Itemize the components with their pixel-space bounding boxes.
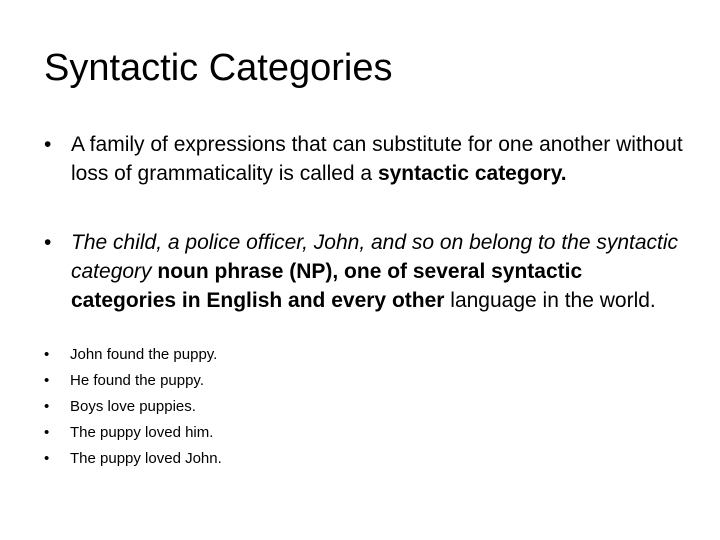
bullet-definition-text [71, 130, 684, 188]
np-plain-end: language in the world. [444, 289, 656, 312]
example-sentence: Boys love puppies. [70, 398, 196, 415]
bullet-icon: • [44, 133, 52, 156]
bullet-icon: • [44, 450, 50, 467]
list-item [44, 420, 444, 446]
slide-title: Syntactic Categories [44, 47, 393, 89]
example-sentence: He found the puppy. [70, 372, 204, 389]
bullet-np-text [71, 228, 684, 315]
list-item [44, 342, 444, 368]
bullet-icon: • [44, 372, 50, 389]
bullet-icon: • [44, 424, 50, 441]
list-item [44, 368, 444, 394]
example-sentence: John found the puppy. [70, 346, 218, 363]
example-sentences-list [44, 342, 444, 472]
np-term-bold: noun phrase (NP), one of several syntactic categories in English and every other [71, 260, 583, 312]
definition-plain: A family of expressions that can substitute for one another without loss of grammaticality is called a [71, 133, 683, 185]
bullet-np-example [44, 228, 684, 315]
definition-term: syntactic category. [377, 162, 567, 185]
bullet-icon: • [44, 346, 50, 363]
example-sentence: The puppy loved him. [70, 424, 214, 441]
bullet-icon: • [44, 398, 50, 415]
list-item [44, 394, 444, 420]
bullet-definition [44, 130, 684, 188]
bullet-icon: • [44, 231, 52, 254]
np-examples-italic: The child, a police officer, John, and so on belong to the syntactic category [71, 231, 679, 283]
list-item [44, 446, 444, 472]
example-sentence: The puppy loved John. [70, 450, 222, 467]
